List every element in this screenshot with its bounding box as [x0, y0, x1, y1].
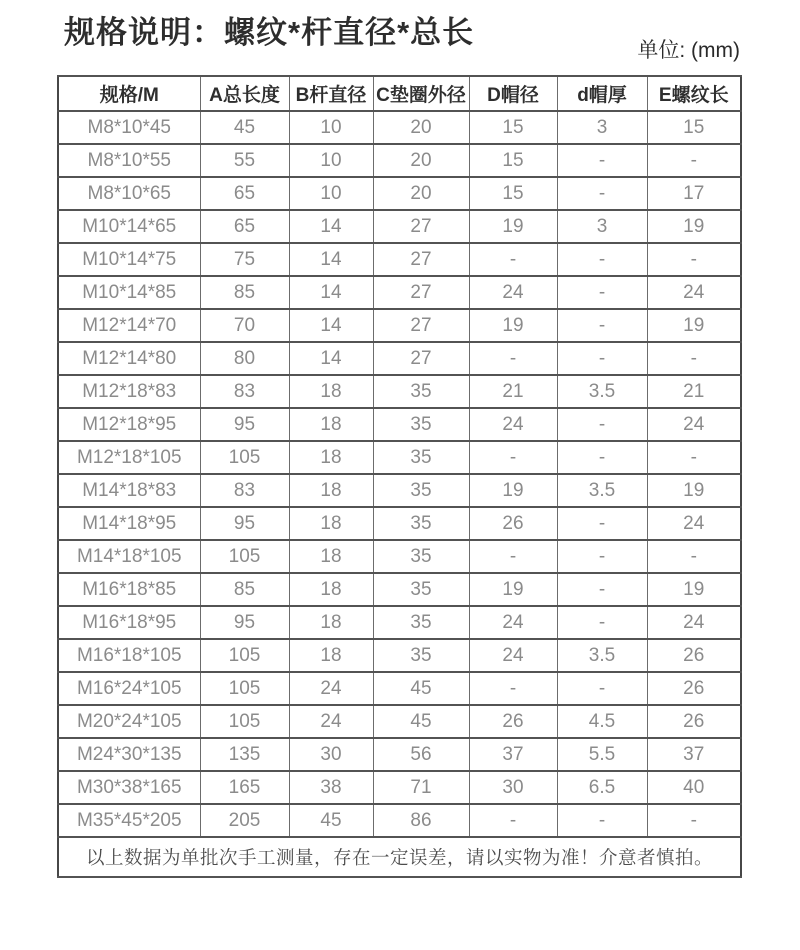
- table-row: [58, 111, 741, 144]
- table-row: [58, 771, 741, 804]
- value-cell: 83: [200, 474, 289, 507]
- value-cell: 10: [289, 111, 373, 144]
- value-cell: 27: [373, 342, 469, 375]
- spec-cell: M10*14*75: [58, 243, 200, 276]
- value-cell: 18: [289, 540, 373, 573]
- value-cell: 21: [647, 375, 741, 408]
- value-cell: -: [647, 243, 741, 276]
- value-cell: 95: [200, 408, 289, 441]
- spec-cell: M8*10*65: [58, 177, 200, 210]
- value-cell: 10: [289, 177, 373, 210]
- spec-cell: M14*18*83: [58, 474, 200, 507]
- value-cell: 19: [469, 309, 557, 342]
- value-cell: 105: [200, 540, 289, 573]
- value-cell: 18: [289, 606, 373, 639]
- value-cell: 105: [200, 639, 289, 672]
- value-cell: 19: [469, 210, 557, 243]
- value-cell: -: [557, 606, 647, 639]
- value-cell: 45: [200, 111, 289, 144]
- spec-cell: M16*18*105: [58, 639, 200, 672]
- footnote-text: 以上数据为单批次手工测量，存在一定误差，请以实物为准！介意者慎拍。: [58, 837, 741, 877]
- value-cell: 19: [647, 573, 741, 606]
- value-cell: 26: [647, 705, 741, 738]
- value-cell: 27: [373, 309, 469, 342]
- table-row: [58, 177, 741, 210]
- value-cell: 105: [200, 672, 289, 705]
- value-cell: 18: [289, 375, 373, 408]
- value-cell: 27: [373, 243, 469, 276]
- value-cell: 19: [647, 474, 741, 507]
- value-cell: 35: [373, 408, 469, 441]
- value-cell: 19: [469, 573, 557, 606]
- spec-cell: M10*14*65: [58, 210, 200, 243]
- value-cell: 205: [200, 804, 289, 837]
- table-row: [58, 144, 741, 177]
- spec-cell: M14*18*95: [58, 507, 200, 540]
- table-row: [58, 606, 741, 639]
- value-cell: -: [469, 441, 557, 474]
- table-row: [58, 375, 741, 408]
- value-cell: 27: [373, 210, 469, 243]
- spec-cell: M12*14*70: [58, 309, 200, 342]
- value-cell: 15: [469, 144, 557, 177]
- spec-table: [57, 75, 742, 878]
- value-cell: 37: [469, 738, 557, 771]
- value-cell: -: [557, 177, 647, 210]
- spec-cell: M12*14*80: [58, 342, 200, 375]
- unit-label: 单位: (mm): [637, 39, 740, 62]
- value-cell: -: [557, 243, 647, 276]
- spec-cell: M24*30*135: [58, 738, 200, 771]
- value-cell: 15: [469, 177, 557, 210]
- value-cell: 21: [469, 375, 557, 408]
- value-cell: 10: [289, 144, 373, 177]
- value-cell: 20: [373, 144, 469, 177]
- value-cell: 45: [373, 672, 469, 705]
- value-cell: -: [469, 672, 557, 705]
- table-row: [58, 342, 741, 375]
- table-row: [58, 540, 741, 573]
- value-cell: 35: [373, 441, 469, 474]
- value-cell: -: [557, 804, 647, 837]
- value-cell: 37: [647, 738, 741, 771]
- spec-table-body: [58, 111, 741, 837]
- page-title: 规格说明：螺纹*杆直径*总长: [64, 15, 475, 50]
- spec-cell: M16*18*85: [58, 573, 200, 606]
- value-cell: -: [557, 342, 647, 375]
- value-cell: -: [557, 672, 647, 705]
- value-cell: -: [557, 573, 647, 606]
- table-row: [58, 276, 741, 309]
- value-cell: 3.5: [557, 474, 647, 507]
- value-cell: 19: [647, 309, 741, 342]
- value-cell: 24: [289, 705, 373, 738]
- value-cell: 18: [289, 639, 373, 672]
- spec-cell: M8*10*55: [58, 144, 200, 177]
- value-cell: 26: [469, 507, 557, 540]
- value-cell: -: [469, 342, 557, 375]
- value-cell: 35: [373, 606, 469, 639]
- spec-cell: M12*18*83: [58, 375, 200, 408]
- value-cell: 80: [200, 342, 289, 375]
- value-cell: -: [469, 540, 557, 573]
- value-cell: -: [557, 408, 647, 441]
- table-row: [58, 672, 741, 705]
- value-cell: 3: [557, 111, 647, 144]
- table-row: [58, 441, 741, 474]
- table-row: [58, 705, 741, 738]
- value-cell: 45: [373, 705, 469, 738]
- value-cell: -: [557, 309, 647, 342]
- value-cell: -: [557, 441, 647, 474]
- value-cell: 165: [200, 771, 289, 804]
- value-cell: 24: [469, 408, 557, 441]
- value-cell: -: [469, 804, 557, 837]
- footnote-row: [58, 837, 741, 877]
- value-cell: -: [647, 441, 741, 474]
- value-cell: 4.5: [557, 705, 647, 738]
- value-cell: 19: [469, 474, 557, 507]
- value-cell: 105: [200, 441, 289, 474]
- value-cell: 56: [373, 738, 469, 771]
- value-cell: 35: [373, 507, 469, 540]
- header-cap-diameter: D帽径: [469, 76, 557, 111]
- header-row: [58, 76, 741, 111]
- value-cell: 17: [647, 177, 741, 210]
- value-cell: 85: [200, 573, 289, 606]
- value-cell: 18: [289, 573, 373, 606]
- table-header: [58, 76, 741, 111]
- spec-cell: M8*10*45: [58, 111, 200, 144]
- value-cell: 35: [373, 540, 469, 573]
- value-cell: -: [469, 243, 557, 276]
- value-cell: 86: [373, 804, 469, 837]
- table-row: [58, 210, 741, 243]
- header-spec: 规格/M: [58, 76, 200, 111]
- spec-cell: M20*24*105: [58, 705, 200, 738]
- value-cell: -: [557, 144, 647, 177]
- value-cell: 14: [289, 276, 373, 309]
- value-cell: 30: [289, 738, 373, 771]
- value-cell: 14: [289, 243, 373, 276]
- value-cell: 30: [469, 771, 557, 804]
- value-cell: 14: [289, 342, 373, 375]
- value-cell: 85: [200, 276, 289, 309]
- value-cell: 3.5: [557, 639, 647, 672]
- value-cell: -: [557, 507, 647, 540]
- value-cell: -: [557, 276, 647, 309]
- value-cell: 75: [200, 243, 289, 276]
- value-cell: 35: [373, 639, 469, 672]
- value-cell: 35: [373, 375, 469, 408]
- value-cell: 55: [200, 144, 289, 177]
- value-cell: 40: [647, 771, 741, 804]
- value-cell: 18: [289, 441, 373, 474]
- value-cell: 70: [200, 309, 289, 342]
- value-cell: 18: [289, 507, 373, 540]
- spec-cell: M12*18*95: [58, 408, 200, 441]
- spec-cell: M35*45*205: [58, 804, 200, 837]
- spec-cell: M16*24*105: [58, 672, 200, 705]
- value-cell: 15: [647, 111, 741, 144]
- spec-cell: M12*18*105: [58, 441, 200, 474]
- value-cell: 35: [373, 573, 469, 606]
- value-cell: 135: [200, 738, 289, 771]
- value-cell: 26: [469, 705, 557, 738]
- value-cell: 24: [647, 408, 741, 441]
- table-row: [58, 804, 741, 837]
- value-cell: 18: [289, 408, 373, 441]
- table-row: [58, 639, 741, 672]
- table-row: [58, 309, 741, 342]
- value-cell: 20: [373, 111, 469, 144]
- value-cell: 38: [289, 771, 373, 804]
- value-cell: 24: [469, 276, 557, 309]
- spec-cell: M30*38*165: [58, 771, 200, 804]
- value-cell: 20: [373, 177, 469, 210]
- table-row: [58, 243, 741, 276]
- value-cell: 71: [373, 771, 469, 804]
- value-cell: 15: [469, 111, 557, 144]
- header-rod-diameter: B杆直径: [289, 76, 373, 111]
- value-cell: -: [557, 540, 647, 573]
- value-cell: 95: [200, 507, 289, 540]
- value-cell: 3.5: [557, 375, 647, 408]
- value-cell: 19: [647, 210, 741, 243]
- value-cell: 24: [647, 606, 741, 639]
- spec-cell: M10*14*85: [58, 276, 200, 309]
- table-footer: [58, 837, 741, 877]
- value-cell: -: [647, 540, 741, 573]
- value-cell: 35: [373, 474, 469, 507]
- header-washer-diameter: C垫圈外径: [373, 76, 469, 111]
- value-cell: 24: [647, 276, 741, 309]
- value-cell: 27: [373, 276, 469, 309]
- value-cell: 26: [647, 639, 741, 672]
- value-cell: 24: [289, 672, 373, 705]
- value-cell: 65: [200, 210, 289, 243]
- spec-cell: M14*18*105: [58, 540, 200, 573]
- value-cell: 6.5: [557, 771, 647, 804]
- value-cell: 95: [200, 606, 289, 639]
- header-total-length: A总长度: [200, 76, 289, 111]
- value-cell: 105: [200, 705, 289, 738]
- value-cell: 24: [647, 507, 741, 540]
- value-cell: 83: [200, 375, 289, 408]
- value-cell: 26: [647, 672, 741, 705]
- value-cell: 14: [289, 309, 373, 342]
- value-cell: 5.5: [557, 738, 647, 771]
- value-cell: 3: [557, 210, 647, 243]
- table-row: [58, 507, 741, 540]
- header-thread-length: E螺纹长: [647, 76, 741, 111]
- value-cell: 24: [469, 639, 557, 672]
- value-cell: 45: [289, 804, 373, 837]
- table-row: [58, 573, 741, 606]
- table-row: [58, 474, 741, 507]
- header-cap-thickness: d帽厚: [557, 76, 647, 111]
- value-cell: -: [647, 144, 741, 177]
- value-cell: 65: [200, 177, 289, 210]
- table-row: [58, 408, 741, 441]
- value-cell: -: [647, 342, 741, 375]
- table-row: [58, 738, 741, 771]
- spec-cell: M16*18*95: [58, 606, 200, 639]
- value-cell: 24: [469, 606, 557, 639]
- value-cell: -: [647, 804, 741, 837]
- value-cell: 18: [289, 474, 373, 507]
- value-cell: 14: [289, 210, 373, 243]
